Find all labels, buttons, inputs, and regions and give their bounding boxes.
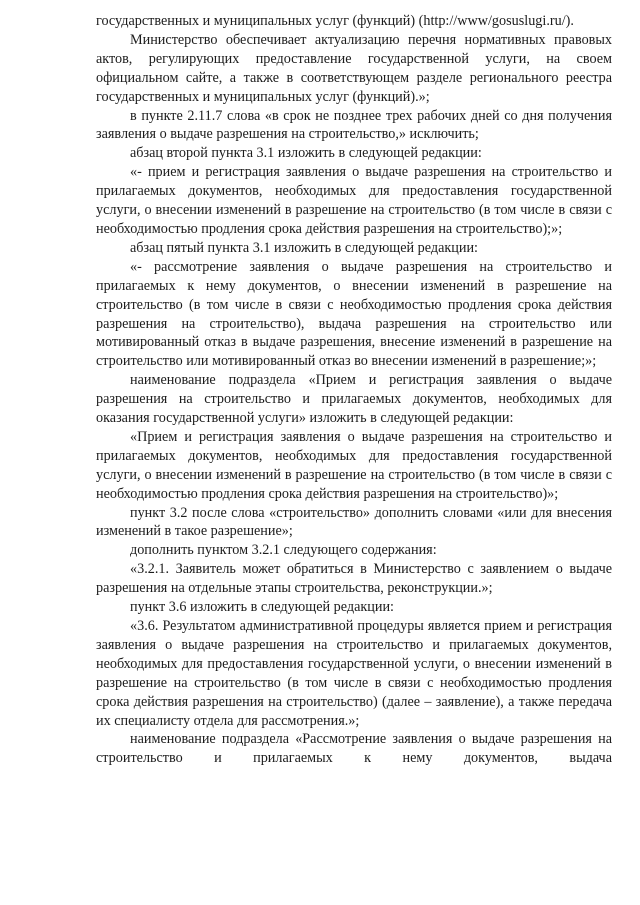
paragraph-1: государственных и муниципальных услуг (функций) (http://www/gosuslugi.ru/). [96,13,574,29]
paragraph-4: абзац второй пункта 3.1 изложить в следующей редакции: [130,145,482,162]
document-page [96,12,612,768]
paragraph-8: наименование подраздела «Прием и регистрация заявления о выдаче разрешения на строительство и прилагаемых документов, необходимых для оказания государственной услуги» изложить в следующей редакции: [96,372,612,427]
paragraph-6: абзац пятый пункта 3.1 изложить в следующей редакции: [130,239,478,256]
paragraph-5: «- прием и регистрация заявления о выдаче разрешения на строительство и прилагаемых документов, необходимых для предоставления государственной услуги, о внесении изменений в разрешение на строительство (в том числе в связи с необходимостью продления срока действия разрешения на строительство);»; [96,164,612,237]
paragraph-12: «3.2.1. Заявитель может обратиться в Министерство с заявлением о выдаче разрешения на отдельные этапы строительства, реконструкции.»; [96,561,612,597]
paragraph-13: пункт 3.6 изложить в следующей редакции: [130,599,394,616]
paragraph-9: «Прием и регистрация заявления о выдаче разрешения на строительство и прилагаемых документов, необходимых для предоставления государственной услуги, о внесении изменений в разрешение на строительство (в том числе в связи с необходимостью продления срока действия разрешения на строительство)»; [96,428,612,502]
paragraph-7: «- рассмотрение заявления о выдаче разрешения на строительство и прилагаемых к нему документов, о внесении изменений в разрешение на строительство (в том числе в связи с необходимостью продления срока действия разрешения на строительство), выдача разрешения на строительство или мотивированный отказ в выдаче разрешения, внесение изменений в разрешение на строительство или мотивированный отказ во внесении изменений в разрешение;»; [96,258,612,370]
paragraph-15: наименование подраздела «Рассмотрение заявления о выдаче разрешения на строительство и прилагаемых к нему документов, выдача [96,731,612,767]
paragraph-2: Министерство обеспечивает актуализацию перечня нормативных правовых актов, регулирующих предоставление государственной услуги, на своем официальном сайте, а также в соответствующем разделе регионального реестра государственных и муниципальных услуг (функций).»; [96,31,612,105]
paragraph-11: дополнить пунктом 3.2.1 следующего содержания: [130,542,437,559]
paragraph-14: «3.6. Результатом административной процедуры является прием и регистрация заявления о выдаче разрешения на строительство и прилагаемых документов, необходимых для предоставления государственной услуги, о внесении изменений в разрешение на строительство (в том числе в связи с необходимостью продления срока действия разрешения на строительство) (далее – заявление), а также передача их специалисту отдела для рассмотрения.»; [96,618,612,729]
paragraph-3: в пункте 2.11.7 слова «в срок не позднее трех рабочих дней со дня получения заявления о выдаче разрешения на строительство,» исключить; [96,107,612,143]
paragraph-10: пункт 3.2 после слова «строительство» дополнить словами «или для внесения изменений в такое разрешение»; [96,504,612,540]
